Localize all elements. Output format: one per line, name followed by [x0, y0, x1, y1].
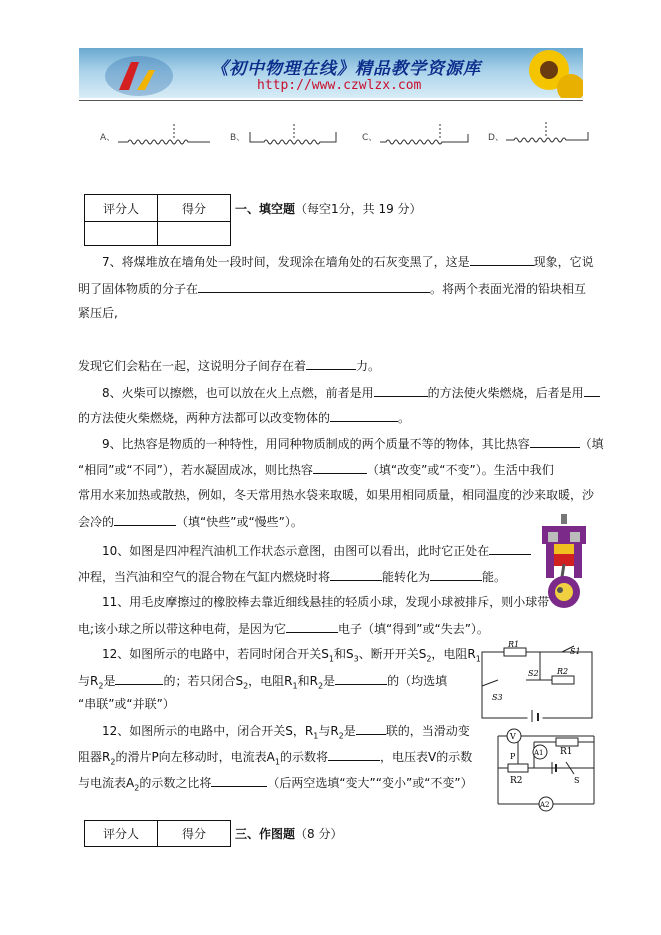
subscript: 2	[134, 783, 140, 793]
circuit1-r1-label: R1	[508, 640, 520, 649]
q8-text: 8、火柴可以擦燃，也可以放在火上点燃，前者是用	[102, 386, 374, 400]
q7-text: 发现它们会粘在一起，这说明分子间存在着	[78, 359, 307, 373]
q7-blank-3[interactable]	[306, 356, 356, 370]
circuit1-s3-label: S3	[492, 693, 503, 702]
circuit-diagram-1	[475, 640, 596, 722]
q11-line2	[78, 619, 489, 638]
option-a	[100, 112, 200, 162]
q12b-text: 与电流表A	[78, 776, 135, 790]
section-title-fill-in	[235, 200, 422, 217]
q10-blank-3[interactable]	[430, 567, 482, 581]
q12a-text: 和S	[333, 647, 354, 661]
spring-figure-d	[502, 112, 592, 162]
ammeter-a1-label: A1	[534, 749, 544, 757]
q12a-blank-1[interactable]	[115, 671, 163, 685]
q9-line3: 常用水来加热或散热，例如，冬天常用热水袋来取暖，如果用相同质量，相同温度的沙来取暖，沙	[78, 488, 595, 502]
q12a-text: 是	[323, 674, 336, 688]
subscript: 1	[475, 654, 481, 664]
q9-blank-2[interactable]	[313, 460, 367, 474]
option-b	[230, 112, 330, 162]
subscript: 2	[110, 757, 116, 767]
section-title-text: 三、作图题	[235, 827, 296, 841]
spring-figure-a	[116, 112, 216, 162]
q12a-line1	[102, 645, 481, 668]
option-label: C、	[362, 133, 378, 143]
q12a-text: ，电阻R	[431, 647, 476, 661]
score-cell[interactable]	[158, 222, 231, 246]
circuit2-r2-label: R2	[510, 776, 523, 786]
q11-line1: 11、用毛皮摩擦过的橡胶棒去靠近细线悬挂的轻质小球，发现小球被排斥，则小球带	[102, 595, 550, 609]
q9-blank-3[interactable]	[114, 512, 176, 526]
q8-text: 。	[398, 411, 411, 425]
q12a-text: 12、如图所示的电路中，若同时闭合开关S	[102, 647, 329, 661]
q9-text: “相同”或“不同”），若水凝固成冰，则比热容	[78, 463, 313, 477]
q7-line4	[78, 356, 380, 375]
q7-line1	[102, 252, 594, 271]
q11-blank-1[interactable]	[286, 619, 338, 633]
q9-line2	[78, 460, 554, 479]
q12a-text: 的；若只闭合S	[163, 674, 244, 688]
score-header: 得分	[158, 195, 231, 222]
score-table	[84, 194, 231, 246]
header-rule	[79, 100, 583, 101]
q12b-line3	[78, 773, 473, 797]
circuit1-s2-label: S2	[528, 669, 539, 678]
q9-text: 会冷的	[78, 515, 115, 529]
section-note: （8 分）	[295, 827, 343, 841]
subscript: 1	[274, 757, 280, 767]
q10-text: 10、如图是四冲程汽油机工作状态示意图，由图可以看出，此时它正处在	[102, 544, 490, 558]
q12b-text: 阻器R	[78, 750, 111, 764]
subscript: 1	[313, 731, 319, 741]
circuit2-r1-label: R1	[560, 747, 573, 757]
q7-text: 7、将煤堆放在墙角处一段时间，发现涂在墙角处的石灰变黑了，这是	[102, 255, 470, 269]
q12b-text: 的滑片P向左移动时，电流表A	[115, 750, 275, 764]
subscript: 2	[338, 731, 344, 741]
circuit1-s1-label: S1	[570, 647, 581, 656]
q9-line1	[102, 434, 604, 453]
q9-blank-1[interactable]	[530, 434, 580, 448]
q12b-blank-1[interactable]	[356, 721, 386, 735]
option-label: D、	[488, 133, 504, 143]
q10-text: 能转化为	[382, 570, 431, 584]
q12a-text: 、断开开关S	[358, 647, 427, 661]
q12a-blank-2[interactable]	[335, 671, 387, 685]
q9-text: 9、比热容是物质的一种特性，用同种物质制成的两个质量不等的物体，其比热容	[102, 437, 530, 451]
q9-text: （填“改变”或“不变”）。生活中我们	[366, 463, 554, 477]
q12b-text: 是	[343, 724, 356, 738]
subscript: 3	[353, 654, 359, 664]
q11-text: 电;该小球之所以带这种电荷，是因为它	[78, 622, 287, 636]
section-title-drawing	[235, 825, 342, 842]
option-label: A、	[100, 133, 116, 143]
q8-line1	[102, 383, 600, 402]
q12a-text: 和R	[297, 674, 318, 688]
q7-text: 。将两个表面光滑的铅块相互	[430, 282, 587, 296]
q12a-text: ，电阻R	[248, 674, 293, 688]
grader-cell[interactable]	[85, 222, 158, 246]
option-label: B、	[230, 133, 246, 143]
q7-line3: 紧压后,	[78, 306, 118, 320]
q8-blank-2[interactable]	[584, 383, 600, 397]
q9-line4	[78, 512, 303, 531]
q7-blank-1[interactable]	[470, 252, 534, 266]
q12a-text: 与R	[78, 674, 99, 688]
q12b-line1	[102, 721, 470, 745]
score-table-2	[84, 820, 231, 847]
q10-line1	[102, 541, 531, 560]
score-header: 得分	[158, 821, 231, 847]
q12b-line2	[78, 747, 472, 771]
subscript: 2	[426, 654, 432, 664]
header-banner	[79, 48, 583, 98]
circuit1-r2-label: R2	[557, 667, 569, 676]
q12b-text: 的示数将	[279, 750, 328, 764]
q10-blank-1[interactable]	[489, 541, 531, 555]
switch-s-label: S	[574, 776, 580, 785]
q7-text: 明了固体物质的分子在	[78, 282, 199, 296]
q8-text: 的方法使火柴燃烧，后者是用	[427, 386, 584, 400]
q7-text: 力。	[356, 359, 381, 373]
subscript: 1	[292, 681, 298, 691]
spring-figure-b	[246, 112, 346, 162]
circuit-diagram-2	[494, 726, 598, 814]
q12a-line2	[78, 671, 447, 695]
subscript: 2	[243, 681, 249, 691]
grader-header: 评分人	[85, 821, 158, 847]
option-d	[488, 112, 588, 162]
q9-text: （填	[579, 437, 604, 451]
q12a-text: 是	[103, 674, 116, 688]
q8-line2	[78, 408, 410, 427]
banner-title: 《初中物理在线》精品教学资源库	[211, 59, 481, 79]
spring-figure-c	[376, 112, 476, 162]
subscript: 2	[317, 681, 324, 691]
q8-blank-3[interactable]	[330, 408, 398, 422]
section-note: （每空1分，共 19 分）	[295, 202, 422, 216]
option-c	[362, 112, 462, 162]
q8-text: 的方法使火柴燃烧，两种方法都可以改变物体的	[78, 411, 331, 425]
q7-line2	[78, 279, 586, 298]
q12b-blank-2[interactable]	[328, 747, 380, 761]
q10-blank-2[interactable]	[330, 567, 382, 581]
voltmeter-label: V	[510, 732, 516, 741]
q10-text: 冲程，当汽油和空气的混合物在气缸内燃烧时将	[78, 570, 331, 584]
subscript: 2	[98, 681, 104, 691]
q11-text: 电子（填“得到”或“失去”）。	[338, 622, 489, 636]
q12b-text: 与R	[318, 724, 339, 738]
q12b-text: 的示数之比将	[139, 776, 212, 790]
q10-line2	[78, 567, 506, 586]
section-title-text: 一、填空题	[235, 202, 296, 216]
option-figures	[100, 112, 580, 162]
q12a-line3: “串联”或“并联”）	[78, 697, 175, 711]
q7-text: 现象，它说	[533, 255, 594, 269]
q9-text: （填“快些”或“慢些”）。	[176, 515, 303, 529]
grader-header: 评分人	[85, 195, 158, 222]
q7-blank-2[interactable]	[198, 279, 430, 293]
q10-text: 能。	[482, 570, 507, 584]
slider-p-label: P	[510, 752, 516, 761]
q12b-text: ，电压表V的示数	[380, 750, 473, 764]
q12b-text: （后两空选填“变大”“变小”或“不变”）	[267, 776, 473, 790]
q12b-text: 12、如图所示的电路中，闭合开关S，R	[102, 724, 314, 738]
banner-url: http://www.czwlzx.com	[257, 78, 422, 93]
q12b-text: 联的，当滑动变	[385, 724, 470, 738]
subscript: 1	[328, 654, 334, 664]
q12b-blank-3[interactable]	[211, 773, 267, 787]
q12a-text: 的（均选填	[387, 674, 448, 688]
q8-blank-1[interactable]	[374, 383, 428, 397]
ammeter-a2-label: A2	[540, 801, 550, 809]
